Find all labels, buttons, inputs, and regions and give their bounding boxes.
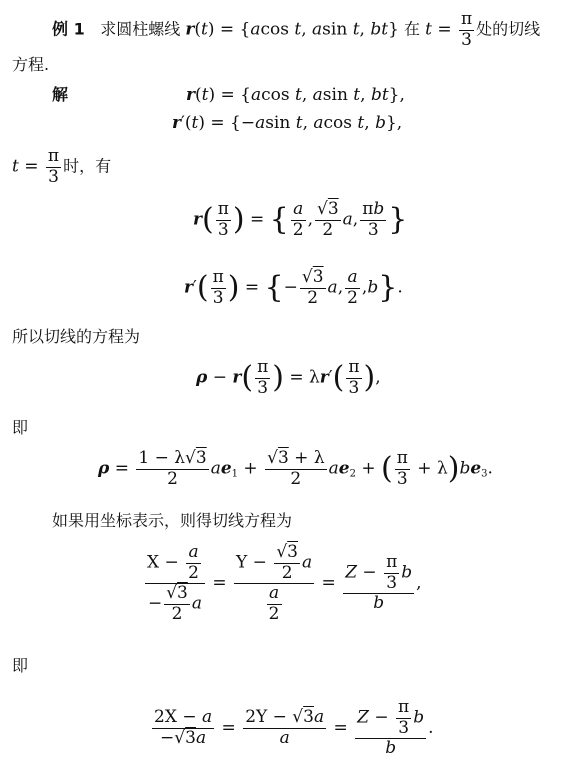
ji-text-1: 即 xyxy=(12,418,29,437)
equation-r: r(t) = {acos t, asin t, bt}, xyxy=(186,85,405,105)
coord-text: 如果用坐标表示，则得切线方程为 xyxy=(52,511,293,530)
equation-tangent: ρ − r( $\frac{\pi}{3}$ ) = λr′( $\frac{\pi}{3}$ ), xyxy=(196,357,381,398)
equation-final: $\frac{2X - a}{-√3a}$ = $\frac{2Y - √3a}{a}$ = Z − $\frac{\pi}{3}$ b b . xyxy=(154,697,434,759)
solution-label: 解 xyxy=(52,85,69,104)
equation-r-prime: r′(t) = {−asin t, acos t, b}, xyxy=(172,113,403,133)
problem-statement: 例 1 求圆柱螺线 r(t) = {acos t, asin t, bt} 在 t = $\frac{\pi}{3}$ 处的切线 xyxy=(52,9,541,50)
example-label: 例 1 xyxy=(52,19,85,39)
so-text: 所以切线的方程为 xyxy=(12,327,141,346)
ji-text-2: 即 xyxy=(12,656,29,675)
when-text: t = $\frac{\pi}{3}$ 时，有 xyxy=(12,146,112,187)
equation-r-prime-at-pi3: r′( $\frac{\pi}{3}$ ) = {− $\frac{√3}{2}$ a, $\frac{a}{2}$ ,b}. xyxy=(184,267,403,308)
equation-symmetric: X − $\frac{a}{2}$ − $\frac{√3}{2}$ a = Y − $\frac{√3}{2}$ a $\frac{a}{2}$ = Z − $\frac{\pi}{3}$ b b , xyxy=(147,542,422,624)
equation-r-at-pi3: r( $\frac{\pi}{3}$ ) = { $\frac{a}{2}$ , $\frac{√3}{2}$ a, $\frac{\pi b}{3}$ } xyxy=(193,199,408,240)
equation-rho: ρ = $\frac{1 - \lambda√3}{2}$ $ae_1$ + $\frac{√3 + \lambda}{2}$ $ae_2$ + ( $\frac{\pi}{3}$ + $\lambda)be_3$. xyxy=(98,448,493,489)
problem-statement-cont: 方程. xyxy=(12,55,50,74)
